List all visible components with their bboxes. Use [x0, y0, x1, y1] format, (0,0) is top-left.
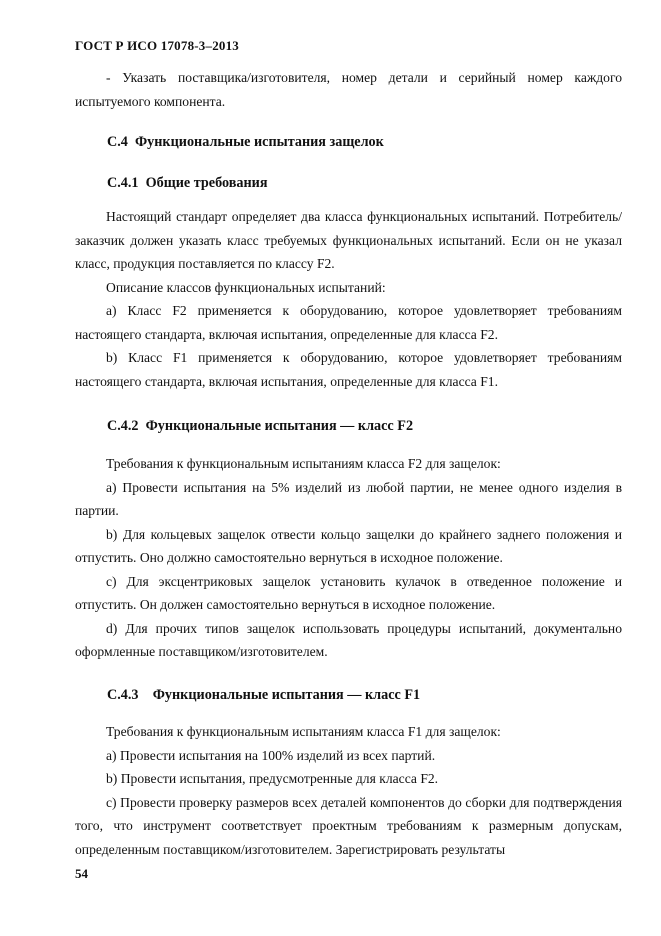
page-number: 54 [75, 866, 88, 881]
paragraph: b) Класс F1 применяется к оборудованию, которое удовлетворяет требованиям настоящего стандарта, включая испытания, определенные для класса F1. [75, 350, 622, 389]
section-heading: С.4 Функциональные испытания защелок [107, 134, 384, 150]
paragraph: b) Провести испытания, предусмотренные для класса F2. [106, 771, 439, 786]
paragraph: Описание классов функциональных испытаний: [106, 279, 386, 295]
paragraph: - Указать поставщика/изготовителя, номер детали и серийный номер каждого испытуемого компонента. [75, 70, 622, 109]
paragraph: c) Для эксцентриковых защелок установить кулачок в отведенное положение и отпустить. Он должен самостоятельно вернуться в исходное положение. [75, 573, 622, 612]
section-body [75, 205, 622, 393]
paragraph: a) Провести испытания на 100% изделий из всех партий. [106, 747, 436, 763]
paragraph: Настоящий стандарт определяет два класса функциональных испытаний. Потребитель/заказчик должен указать класс требуемых функциональных испытаний. Если он не указал класс, продукция поставляется по классу F2. [75, 209, 622, 271]
paragraph: Требования к функциональным испытаниям класса F2 для защелок: [106, 456, 501, 471]
paragraph: Требования к функциональным испытаниям класса F1 для защелок: [106, 724, 501, 739]
intro-block [75, 66, 622, 113]
paragraph: a) Класс F2 применяется к оборудованию, которое удовлетворяет требованиям настоящего стандарта, включая испытания, определенные для класса F2. [75, 303, 622, 342]
subsection-heading: С.4.1 Общие требования [107, 175, 268, 191]
section-body [75, 720, 622, 861]
paragraph: c) Провести проверку размеров всех деталей компонентов до сборки для подтверждения того, что инструмент соответствует проектным требованиям к размерным допускам, определенным поставщиком/изготовителем. Зарегистрировать результаты [75, 794, 622, 857]
paragraph: d) Для прочих типов защелок использовать процедуры испытаний, документально оформленные поставщиком/изготовителем. [75, 620, 622, 659]
document-header: ГОСТ Р ИСО 17078-3–2013 [75, 38, 240, 53]
subsection-heading: С.4.3 Функциональные испытания — класс F1 [107, 687, 421, 703]
paragraph: b) Для кольцевых защелок отвести кольцо защелки до крайнего заднего положения и отпустить. Оно должно самостоятельно вернуться в исходное положение. [75, 526, 622, 565]
section-body [75, 452, 622, 664]
subsection-heading: С.4.2 Функциональные испытания — класс F2 [107, 418, 414, 434]
paragraph: a) Провести испытания на 5% изделий из любой партии, не менее одного изделия в партии. [75, 479, 622, 518]
